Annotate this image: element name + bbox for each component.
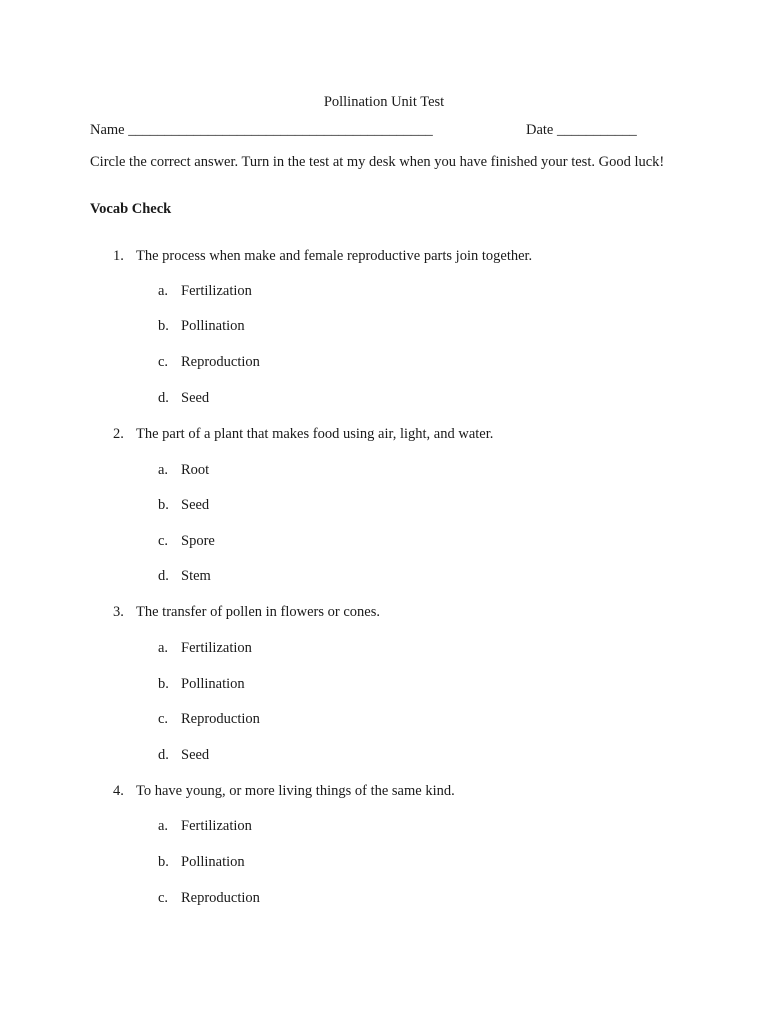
option-text: Reproduction <box>181 890 260 906</box>
option-letter: b. <box>158 854 169 870</box>
option-letter: a. <box>158 283 169 299</box>
option-text: Root <box>181 462 210 478</box>
option-text: Seed <box>181 390 210 406</box>
option-text: Pollination <box>181 854 245 870</box>
question-text: The part of a plant that makes food using air, light, and water. <box>136 426 494 442</box>
option-text: Pollination <box>181 318 245 334</box>
question-text: The transfer of pollen in flowers or cones. <box>136 604 381 620</box>
question-number: 3. <box>113 604 124 620</box>
option-letter: b. <box>158 676 169 692</box>
option-letter: c. <box>158 711 169 727</box>
option-text: Fertilization <box>181 818 252 834</box>
option-letter: b. <box>158 497 169 513</box>
option-letter: c. <box>158 533 169 549</box>
question-text: The process when make and female reproductive parts join together. <box>136 248 533 264</box>
option-letter: d. <box>158 390 169 406</box>
option-letter: c. <box>158 354 169 370</box>
option-letter: d. <box>158 568 169 584</box>
question-number: 2. <box>113 426 124 442</box>
option-letter: a. <box>158 818 169 834</box>
option-letter: b. <box>158 318 169 334</box>
option-text: Reproduction <box>181 354 260 370</box>
question-number: 1. <box>113 248 124 264</box>
question-text: To have young, or more living things of the same kind. <box>136 783 455 799</box>
name-field: Name __________________________________________ <box>90 122 433 138</box>
option-text: Stem <box>181 568 211 584</box>
option-text: Fertilization <box>181 640 252 656</box>
option-text: Spore <box>181 533 215 549</box>
option-letter: a. <box>158 640 169 656</box>
option-letter: c. <box>158 890 169 906</box>
question-number: 4. <box>113 783 124 799</box>
instructions: Circle the correct answer. Turn in the test at my desk when you have finished your test. Good luck! <box>90 154 665 170</box>
option-text: Seed <box>181 497 210 513</box>
option-text: Fertilization <box>181 283 252 299</box>
option-letter: a. <box>158 462 169 478</box>
date-field: Date ___________ <box>526 122 637 138</box>
option-text: Seed <box>181 747 210 763</box>
page-title: Pollination Unit Test <box>323 94 445 110</box>
section-title: Vocab Check <box>90 201 172 217</box>
option-text: Pollination <box>181 676 245 692</box>
option-text: Reproduction <box>181 711 260 727</box>
option-letter: d. <box>158 747 169 763</box>
